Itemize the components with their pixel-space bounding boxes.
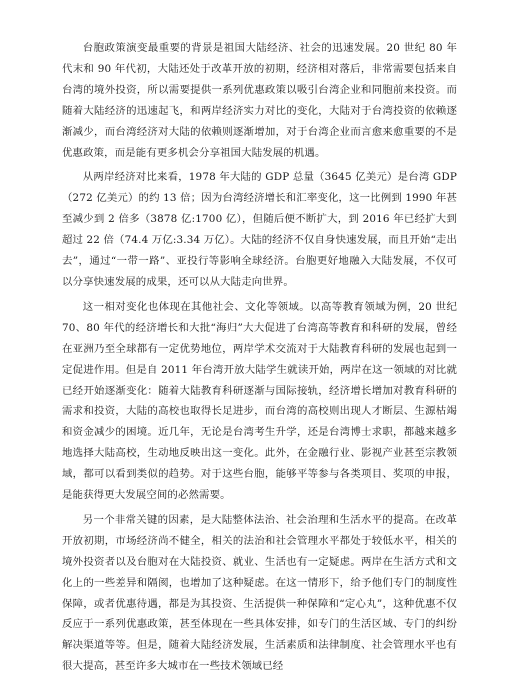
paragraph-economic-comparison: 从两岸经济对比来看，1978 年大陆的 GDP 总量（3645 亿美元）是台湾 GDP（272 亿美元）的约 13 倍；因为台湾经济增长和汇率变化，这一比例到 1990 年甚至减少到 2 倍多（3878 亿:1700 亿），但随后便不断扩大，到 2016 年已经扩大到超过 22 倍（74.4 万亿:3.34 万亿）。大陆的经济不仅自身快速发展，而且开始“走出去”，通过“一带一路”、亚投行等影响全球经济。台胞更好地融入大陆发展，不仅可以分享快速发展的成果，还可以从大陆走向世界。 bbox=[62, 171, 457, 288]
paragraph-policy-background: 台胞政策演变最重要的背景是祖国大陆经济、社会的迅速发展。20 世纪 80 年代末和 90 年代初，大陆还处于改革开放的初期，经济相对落后，非常需要包括来自台湾的境外投资，所以需要提供一系列优惠政策以吸引台湾企业和同胞前来投资。而随着大陆经济的迅速起飞，和两岸经济实力对比的变化，大陆对于台湾投资的依赖逐渐减少，而台湾经济对大陆的依赖则逐渐增加，对于台湾企业而言愈来愈重要的不是优惠政策，而是能有更多机会分享祖国大陆发展的机遇。 bbox=[62, 42, 457, 159]
paragraph-education-comparison: 这一相对变化也体现在其他社会、文化等领域。以高等教育领域为例，20 世纪 70、80 年代的经济增长和大批“海归”大大促进了台湾高等教育和科研的发展，曾经在亚洲乃至全球都有一定优势地位，两岸学术交流对于大陆教育科研的发展也起到一定促进作用。但是自 2011 年台湾开放大陆学生就读开始，两岸在这一领域的对比就已经开始逐渐变化：随着大陆教育科研逐渐与国际接轨，经济增长增加对教育科研的需求和投资，大陆的高校也取得长足进步，而台湾的高校则出现人才断层、生源枯竭和资金减少的困境。近几年，无论是台湾考生升学，还是台湾博士求职，都越来越多地选择大陆高校，生动地反映出这一变化。此外，在金融行业、影视产业甚至宗教领域，都可以看到类似的趋势。对于这些台胞，能够平等参与各类项目、奖项的申报，是能获得更大发展空间的必然需要。 bbox=[62, 300, 457, 502]
paragraph-rule-of-law: 另一个非常关键的因素，是大陆整体法治、社会治理和生活水平的提高。在改革开放初期，市场经济尚不健全，相关的法治和社会管理水平都处于较低水平，相关的境外投资者以及台胞对在大陆投资、就业、生活也有一定疑虑。两岸在生活方式和文化上的一些差异和隔阂，也增加了这种疑虑。在这一情形下，给予他们专门的制度性保障，或者优惠待遇，都是为其投资、生活提供一种保障和“定心丸”，这种优惠不仅反应于一系列优惠政策，甚至体现在一些具体安排，如专门的生活区域、专门的纠纷解决渠道等等。但是，随着大陆经济发展，生活素质和法律制度、社会管理水平也有很大提高，甚至许多大城市在一些技术领域已经 bbox=[62, 513, 457, 673]
